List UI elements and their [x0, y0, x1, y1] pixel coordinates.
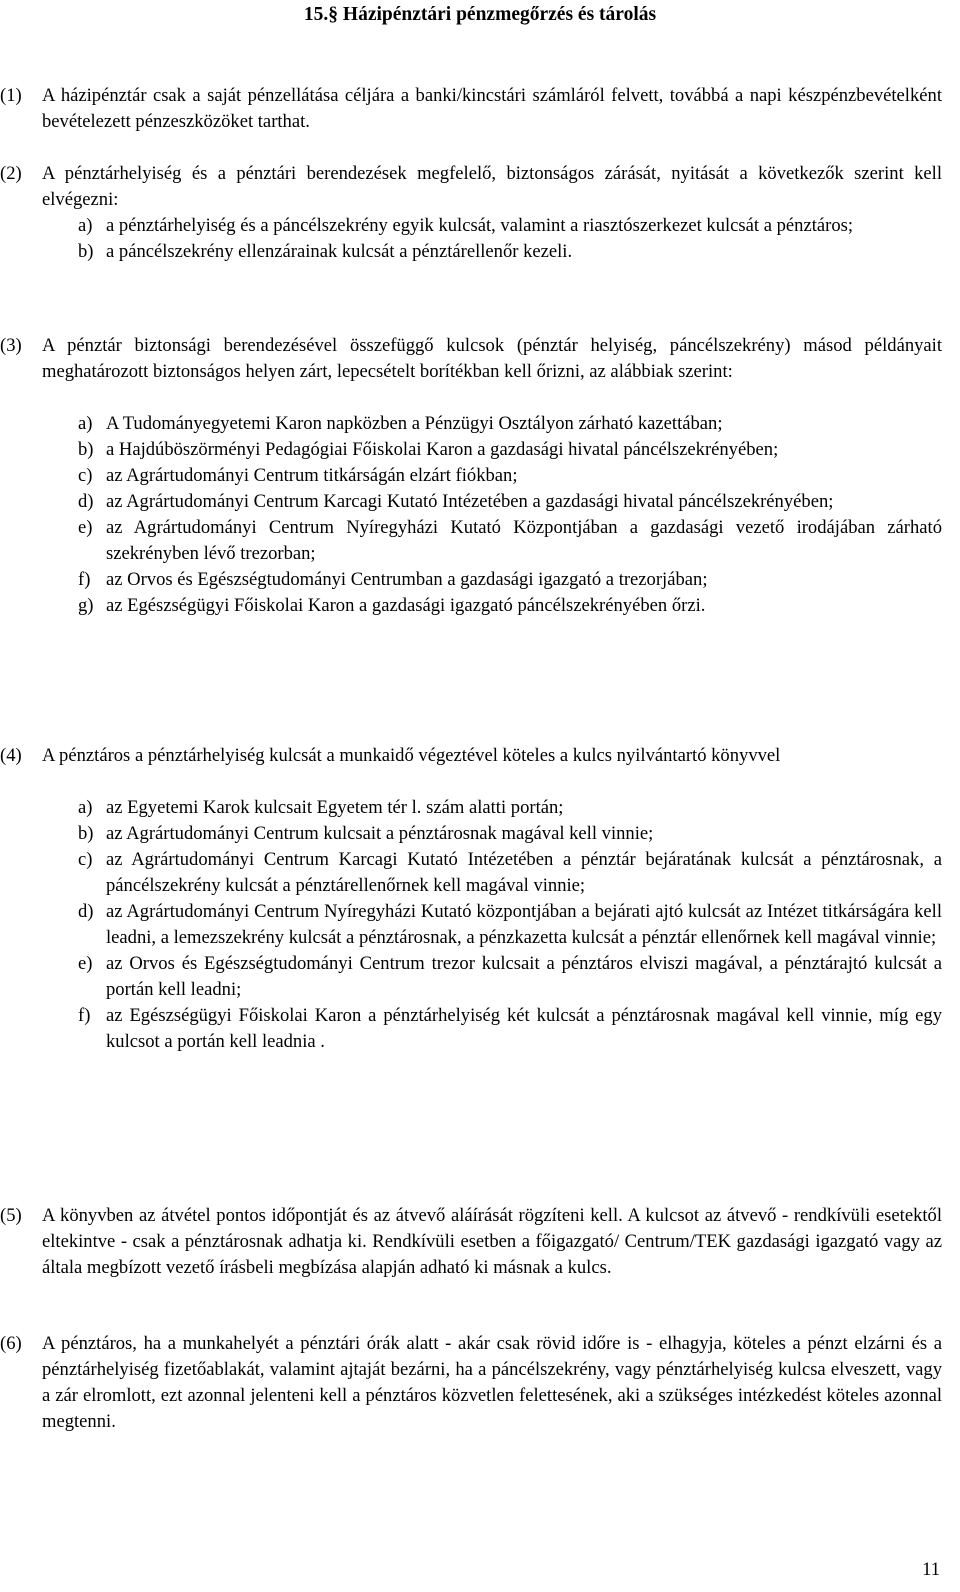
list-marker: e) — [78, 953, 93, 974]
list-item — [78, 463, 942, 489]
list-item-text: A Tudományegyetemi Karon napközben a Pénzügyi Osztályon zárható kazettában; — [106, 413, 723, 434]
list-item-text: a Hajdúböszörményi Pedagógiai Főiskolai Karon a gazdasági hivatal páncélszekrényében; — [106, 439, 779, 460]
paragraph-2-list — [78, 213, 942, 265]
list-item — [78, 951, 942, 1003]
list-item — [78, 795, 942, 821]
list-marker: a) — [78, 797, 93, 818]
paragraph-text: A pénztáros a pénztárhelyiség kulcsát a munkaidő végeztével köteles a kulcs nyilvántartó könyvvel — [42, 745, 781, 766]
list-item-text: az Agrártudományi Centrum Karcagi Kutató Intézetében a gazdasági hivatal páncélszekrényében; — [106, 491, 834, 512]
paragraph-text: A házipénztár csak a saját pénzellátása céljára a banki/kincstári számláról felvett, továbbá a napi készpénzbevételként bevételezett pénzeszközöket tarthat. — [42, 85, 942, 132]
paragraph-text: A pénztár biztonsági berendezésével összefüggő kulcsok (pénztár helyiség, páncélszekrény) másod példányait meghatározott biztonságos helyen zárt, lepecsételt borítékban kell őrizni, az alábbiak szerint: — [42, 335, 942, 382]
list-item-text: az Agrártudományi Centrum Nyíregyházi Kutató Központjában a gazdasági vezető irodájában zárható szekrényben lévő trezorban; — [106, 517, 942, 564]
list-item — [78, 411, 942, 437]
list-marker: c) — [78, 849, 93, 870]
list-item — [78, 847, 942, 899]
list-marker: d) — [78, 491, 94, 512]
list-marker: e) — [78, 517, 93, 538]
list-item-text: az Agrártudományi Centrum kulcsait a pénztárosnak magával kell vinnie; — [106, 823, 654, 844]
paragraph-number: (6) — [0, 1333, 22, 1354]
list-marker: f) — [78, 569, 91, 590]
paragraph-number: (3) — [0, 335, 22, 356]
list-marker: g) — [78, 595, 94, 616]
list-item — [78, 515, 942, 567]
list-item — [78, 239, 942, 265]
list-marker: b) — [78, 823, 94, 844]
list-marker: a) — [78, 413, 93, 434]
list-item-text: az Orvos és Egészségtudományi Centrumban a gazdasági igazgató a trezorjában; — [106, 569, 708, 590]
list-item-text: az Agrártudományi Centrum Nyíregyházi Kutató központjában a bejárati ajtó kulcsát az Intézet titkárságára kell leadni, a lemezszekrény kulcsát a pénztárosnak, a pénzkazetta kulcsát a pénztár ellenőrnek kell magával vinnie; — [106, 901, 942, 948]
list-item-text: az Egészségügyi Főiskolai Karon a gazdasági igazgató páncélszekrényében őrzi. — [106, 595, 706, 616]
list-item-text: a pénztárhelyiség és a páncélszekrény egyik kulcsát, valamint a riasztószerkezet kulcsát a pénztáros; — [106, 215, 854, 236]
list-item — [78, 1003, 942, 1055]
paragraph-number: (5) — [0, 1205, 22, 1226]
list-item-text: az Egyetemi Karok kulcsait Egyetem tér l. szám alatti portán; — [106, 797, 564, 818]
paragraph-text: A könyvben az átvétel pontos időpontját és az átvevő aláírását rögzíteni kell. A kulcsot az átvevő - rendkívüli esetektől eltekintve - csak a pénztárosnak adhatja ki. Rendkívüli esetben a főigazgató/ Centrum/TEK gazdasági igazgató vagy az általa megbízott vezető írásbeli megbízása alapján adható ki másnak a kulcs. — [42, 1205, 942, 1278]
list-marker: f) — [78, 1005, 91, 1026]
list-item — [78, 489, 942, 515]
list-item-text: az Orvos és Egészségtudományi Centrum trezor kulcsait a pénztáros elviszi magával, a pénztárajtó kulcsát a portán kell leadni; — [106, 953, 942, 1000]
list-marker: b) — [78, 439, 94, 460]
list-item — [78, 213, 942, 239]
list-item — [78, 821, 942, 847]
page-number: 11 — [922, 1559, 940, 1580]
list-marker: c) — [78, 465, 93, 486]
paragraph-number: (1) — [0, 85, 22, 106]
list-item — [78, 567, 942, 593]
paragraph-3-list — [78, 411, 942, 619]
paragraph-number: (4) — [0, 745, 22, 766]
list-marker: a) — [78, 215, 93, 236]
list-marker: b) — [78, 241, 94, 262]
paragraph-text: A pénztáros, ha a munkahelyét a pénztári órák alatt - akár csak rövid időre is - elhagyja, köteles a pénzt elzárni és a pénztárhelyiség fizetőablakát, valamint ajtaját bezárni, ha a páncélszekrény, vagy pénztárhelyiség kulcsa elveszett, vagy a zár elromlott, ezt azonnal jelenteni kell a pénztáros közvetlen felettesének, aki a szükséges intézkedést köteles azonnal megtenni. — [42, 1333, 942, 1432]
section-heading: 15.§ Házipénztári pénzmegőrzés és tárolás — [303, 4, 657, 25]
list-item-text: az Egészségügyi Főiskolai Karon a pénztárhelyiség két kulcsát a pénztárosnak magával kell vinnie, míg egy kulcsot a portán kell leadnia . — [106, 1005, 942, 1052]
list-marker: d) — [78, 901, 94, 922]
paragraph-4-list — [78, 795, 942, 1055]
list-item-text: az Agrártudományi Centrum Karcagi Kutató Intézetében a pénztár bejáratának kulcsát a pénztárosnak, a páncélszekrény kulcsát a pénztárellenőrnek kell magával vinnie; — [106, 849, 942, 896]
paragraph-number: (2) — [0, 163, 22, 184]
list-item-text: a páncélszekrény ellenzárainak kulcsát a pénztárellenőr kezeli. — [106, 241, 573, 262]
list-item — [78, 899, 942, 951]
list-item — [78, 437, 942, 463]
list-item-text: az Agrártudományi Centrum titkárságán elzárt fiókban; — [106, 465, 518, 486]
paragraph-text: A pénztárhelyiség és a pénztári berendezések megfelelő, biztonságos zárását, nyitását a következők szerint kell elvégezni: — [42, 163, 942, 210]
list-item — [78, 593, 942, 619]
